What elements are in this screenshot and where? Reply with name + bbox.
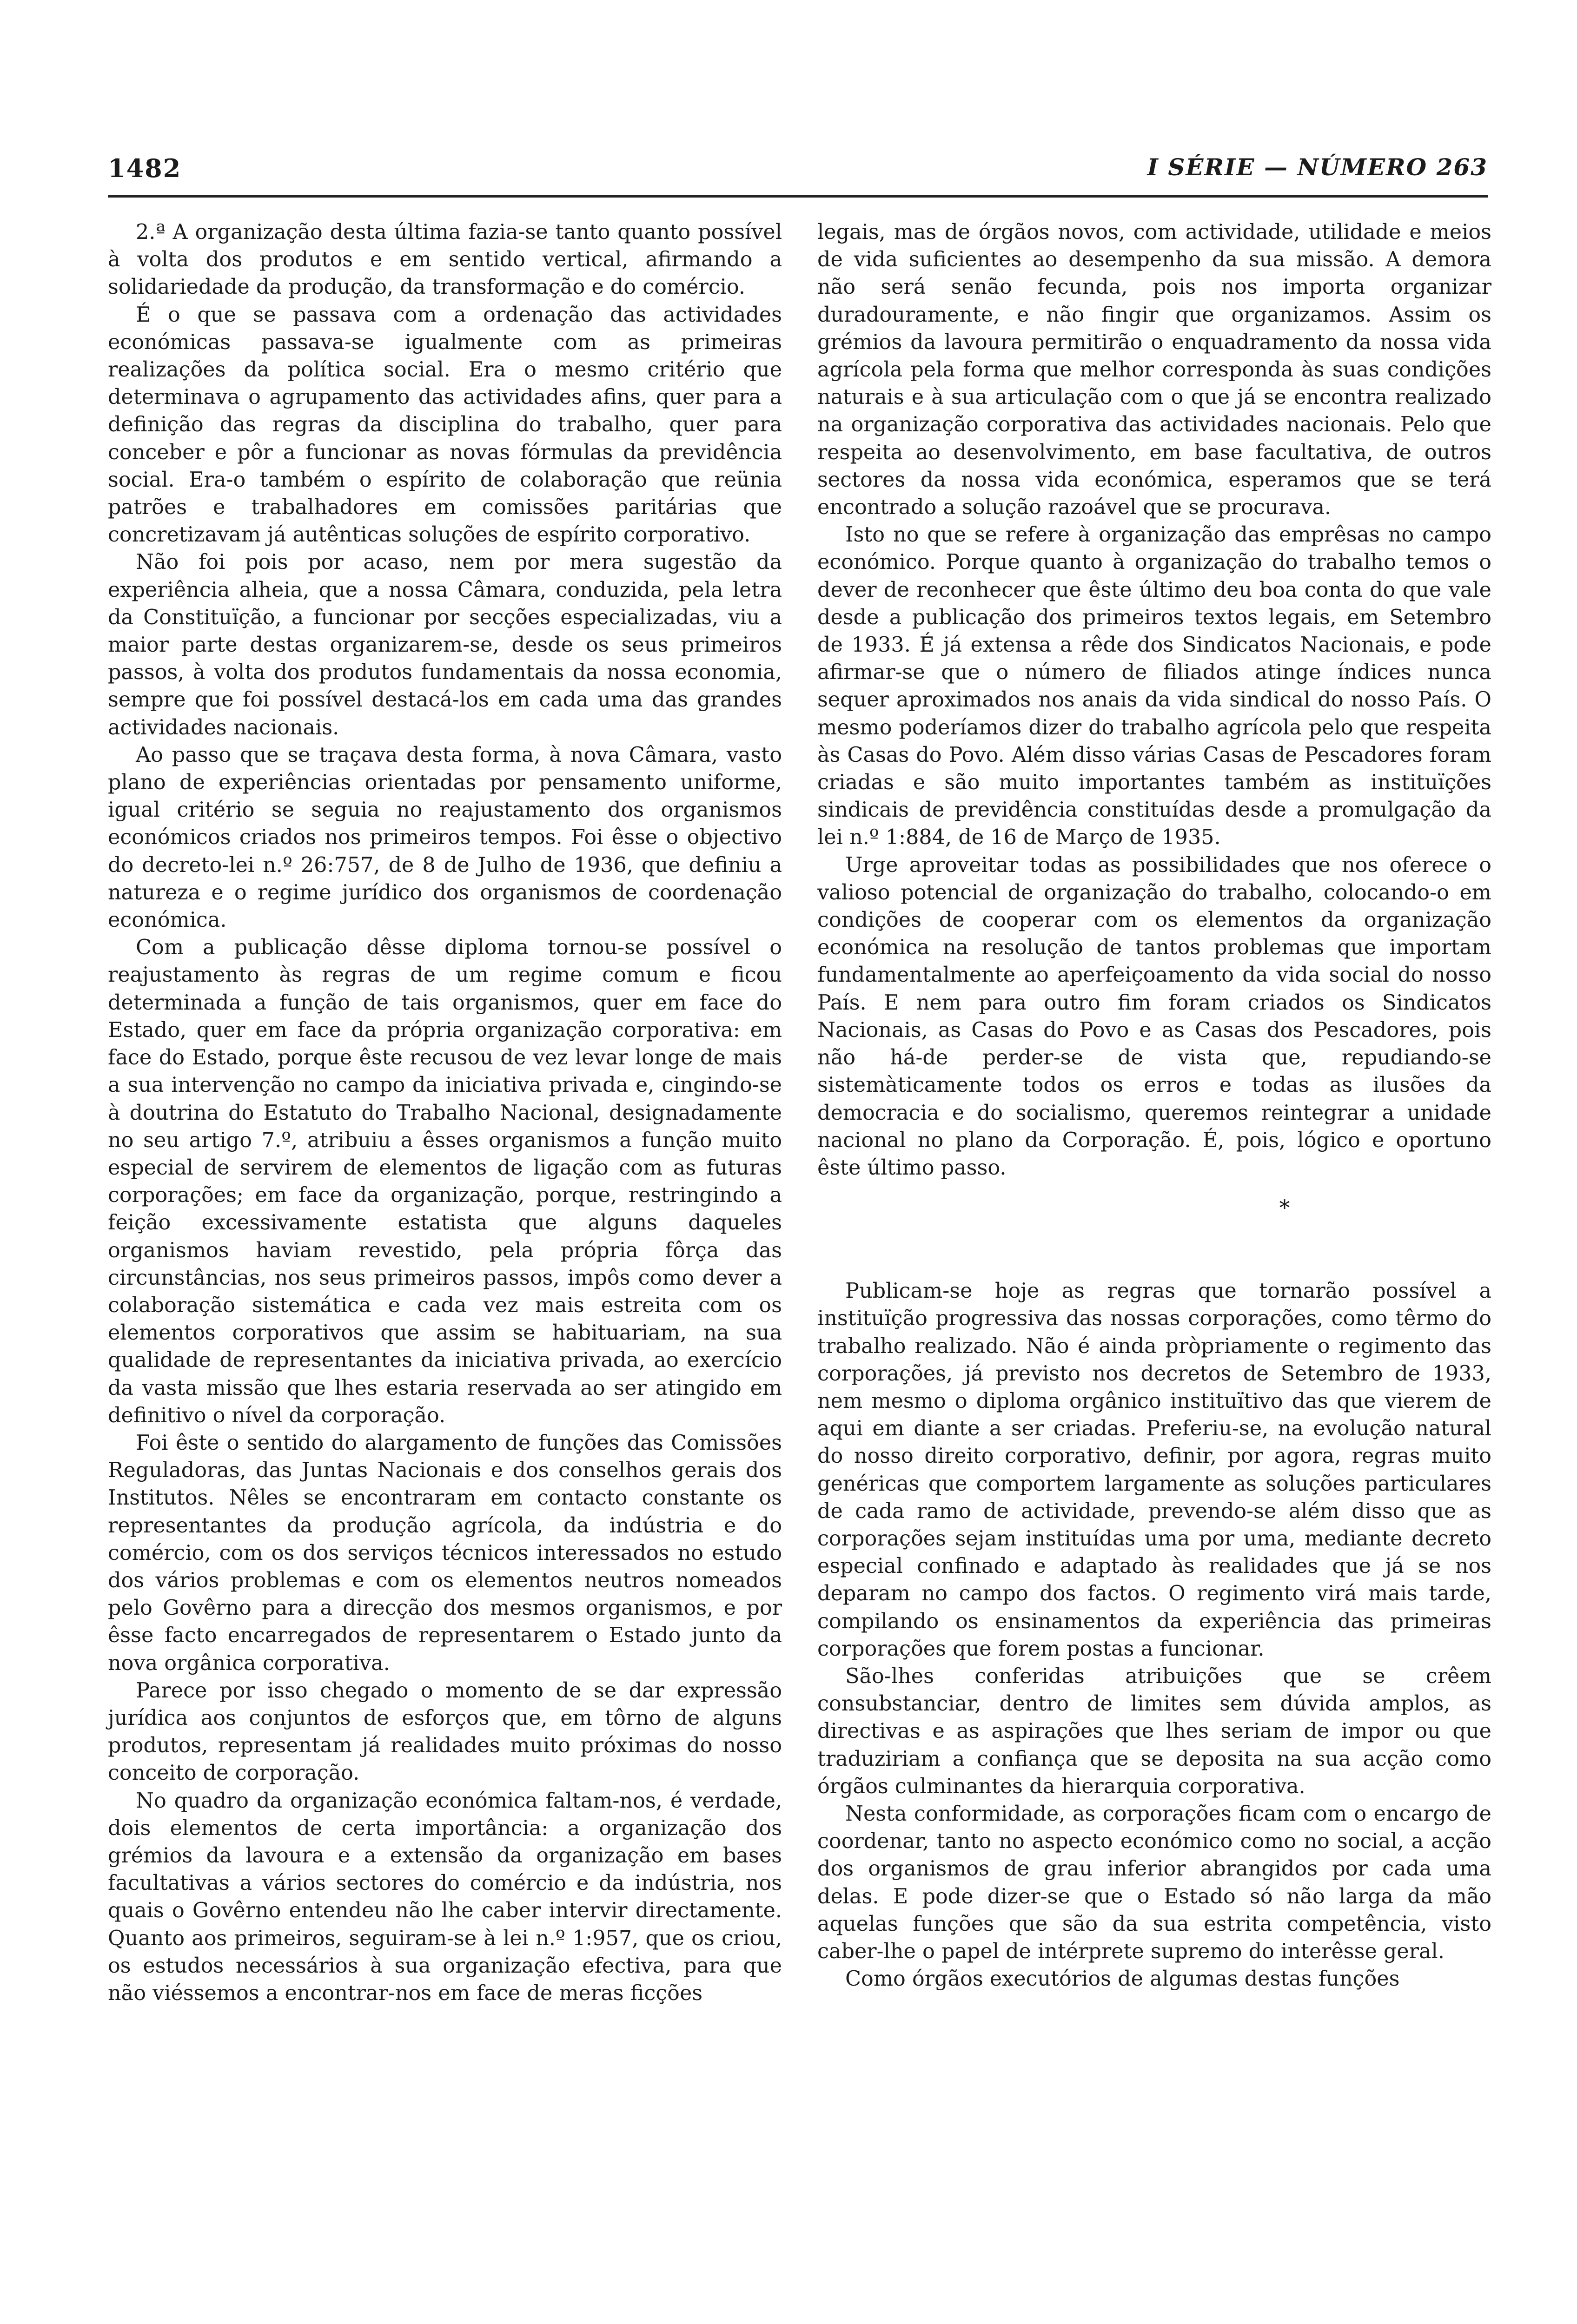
paragraph: 2.ª A organização desta última fazia-se tanto quanto possível à volta dos produtos e em sentido vertical, afirmando a solidariedade da produção, da transformação e do comércio.: [108, 220, 782, 299]
section-separator: *: [1279, 1195, 1290, 1221]
paragraph: São-lhes conferidas atribuições que se crêem consubstanciar, dentro de limites sem dúvida amplos, as directivas e as aspirações que lhes seriam de impor ou que traduziriam a confiança que se deposita na sua acção como órgãos culminantes da hierarquia corporativa.: [817, 1664, 1491, 1798]
paragraph: Como órgãos executórios de algumas destas funções: [845, 1967, 1400, 1991]
series-number: I SÉRIE — NÚMERO 263: [1147, 153, 1488, 181]
left-column: [108, 218, 782, 2007]
paragraph: Nesta conformidade, as corporações ficam com o encargo de coordenar, tanto no aspecto económico como no social, a acção dos organismos de grau inferior abrangidos por cada uma delas. E pode dizer-se que o Estado só não larga da mão aquelas funções que são da sua estrita competência, visto caber-lhe o papel de intérprete supremo do interêsse geral.: [817, 1802, 1491, 1963]
paragraph: Não foi pois por acaso, nem por mera sugestão da experiência alheia, que a nossa Câmara, conduzida, pela letra da Constituïção, a funcionar por secções especializadas, viu a maior parte destas organizarem-se, desde os seus primeiros passos, à volta dos produtos fundamentais da nossa economia, sempre que foi possível destacá-los em cada uma das grandes actividades nacionais.: [108, 550, 782, 739]
paragraph: Com a publicação dêsse diploma tornou-se possível o reajustamento às regras de um regime comum e ficou determinada a função de tais organismos, quer em face do Estado, quer em face da própria organização corporativa: em face do Estado, porque êste recusou de vez levar longe de mais a sua intervenção no campo da iniciativa privada e, cingindo-se à doutrina do Estatuto do Trabalho Nacional, designadamente no seu artigo 7.º, atribuiu a êsses organismos a função muito especial de servirem de elementos de ligação com as futuras corporações; em face da organização, porque, restringindo a feição excessivamente estatista que alguns daqueles organismos haviam revestido, pela própria fôrça das circunstâncias, nos seus primeiros passos, impôs como dever a colaboração sistemática e cada vez mais estreita com os elementos corporativos que assim se habituariam, na sua qualidade de representantes da iniciativa privada, ao exercício da vasta missão que lhes estaria reservada ao ser atingido em definitivo o nível da corporação.: [108, 936, 782, 1427]
paragraph: Publicam-se hoje as regras que tornarão possível a instituïção progressiva das nossas corporações, como têrmo do trabalho realizado. Não é ainda pròpriamente o regimento das corporações, já previsto nos decretos de Setembro de 1933, nem mesmo o diploma orgânico instituïtivo das que vierem de aqui em diante a ser criadas. Preferiu-se, na evolução natural do nosso direito corporativo, definir, por agora, regras muito genéricas que comportem largamente as soluções particulares de cada ramo de actividade, prevendo-se além disso que as corporações sejam instituídas uma por uma, mediante decreto especial confinado e adaptado às realidades que já se nos deparam no campo dos factos. O regimento virá mais tarde, compilando os ensinamentos da experiência das primeiras corporações que forem postas a funcionar.: [817, 1279, 1491, 1661]
right-column: [817, 218, 1491, 1993]
paragraph: Ao passo que se traçava desta forma, à nova Câmara, vasto plano de experiências orientadas por pensamento uniforme, igual critério se seguia no reajustamento dos organismos económicos criados nos primeiros tempos. Foi êsse o objectivo do decreto-lei n.º 26:757, de 8 de Julho de 1936, que definiu a natureza e o regime jurídico dos organismos de coordenação económica.: [108, 743, 782, 932]
page-number: 1482: [108, 153, 182, 183]
paragraph: Urge aproveitar todas as possibilidades que nos oferece o valioso potencial de organização do trabalho, colocando-o em condições de cooperar com os elementos da organização económica na resolução de tantos problemas que importam fundamentalmente ao aperfeiçoamento da vida social do nosso País. E nem para outro fim foram criados os Sindicatos Nacionais, as Casas do Povo e as Casas dos Pescadores, pois não há-de perder-se de vista que, repudiando-se sistemàticamente todos os erros e todas as ilusões da democracia e do socialismo, queremos reintegrar a unidade nacional no plano da Corporação. É, pois, lógico e oportuno êste último passo.: [817, 853, 1491, 1180]
paragraph: legais, mas de órgãos novos, com actividade, utilidade e meios de vida suficientes ao desempenho da sua missão. A demora não será senão fecunda, pois nos importa organizar duradouramente, e não fingir que organizamos. Assim os grémios da lavoura permitirão o enquadramento da nossa vida agrícola pela forma que melhor corresponda às suas condições naturais e à sua articulação com o que já se encontra realizado na organização corporativa das actividades nacionais. Pelo que respeita ao desenvolvimento, em base facultativa, de outros sectores da nossa vida económica, esperamos que se terá encontrado a solução razoável que se procurava.: [817, 220, 1491, 520]
paragraph: No quadro da organização económica faltam-nos, é verdade, dois elementos de certa importância: a organização dos grémios da lavoura e a extensão da organização em bases facultativas a vários sectores do comércio e da indústria, nos quais o Govêrno entendeu não lhe caber intervir directamente. Quanto aos primeiros, seguiram-se à lei n.º 1:957, que os criou, os estudos necessários à sua organização efectiva, para que não viéssemos a encontrar-nos em face de meras ficções: [108, 1789, 782, 2005]
paragraph: Parece por isso chegado o momento de se dar expressão jurídica aos conjuntos de esforços que, em tôrno de alguns produtos, representam já realidades muito próximas do nosso conceito de corporação.: [108, 1678, 782, 1785]
page-header: [108, 153, 1488, 198]
paragraph: Foi êste o sentido do alargamento de funções das Comissões Reguladoras, das Juntas Nacionais e dos conselhos gerais dos Institutos. Nêles se encontraram em contacto constante os representantes da produção agrícola, da indústria e do comércio, com os dos serviços técnicos interessados no estudo dos vários problemas e com os elementos neutros nomeados pelo Govêrno para a direcção dos mesmos organismos, e por êsse facto encarregados de representarem o Estado junto da nova orgânica corporativa.: [108, 1431, 782, 1675]
paragraph: É o que se passava com a ordenação das actividades económicas passava-se igualmente com as primeiras realizações da política social. Era o mesmo critério que determinava o agrupamento das actividades afins, quer para a definição das regras da disciplina do trabalho, quer para conceber e pôr a funcionar as novas fórmulas da previdência social. Era-o também o espírito de colaboração que reünia patrões e trabalhadores em comissões paritárias que concretizavam já autênticas soluções de espírito corporativo.: [108, 303, 782, 547]
paragraph: Isto no que se refere à organização das emprêsas no campo económico. Porque quanto à organização do trabalho temos o dever de reconhecer que êste último deu boa conta do que vale desde a publicação dos primeiros textos legais, em Setembro de 1933. É já extensa a rêde dos Sindicatos Nacionais, e pode afirmar-se que o número de filiados atinge índices nunca sequer aproximados nos anais da vida sindical do nosso País. O mesmo poderíamos dizer do trabalho agrícola pelo que respeita às Casas do Povo. Além disso várias Casas de Pescadores foram criadas e são muito importantes também as instituïções sindicais de previdência constituídas desde a promulgação da lei n.º 1:884, de 16 de Março de 1935.: [817, 523, 1491, 850]
